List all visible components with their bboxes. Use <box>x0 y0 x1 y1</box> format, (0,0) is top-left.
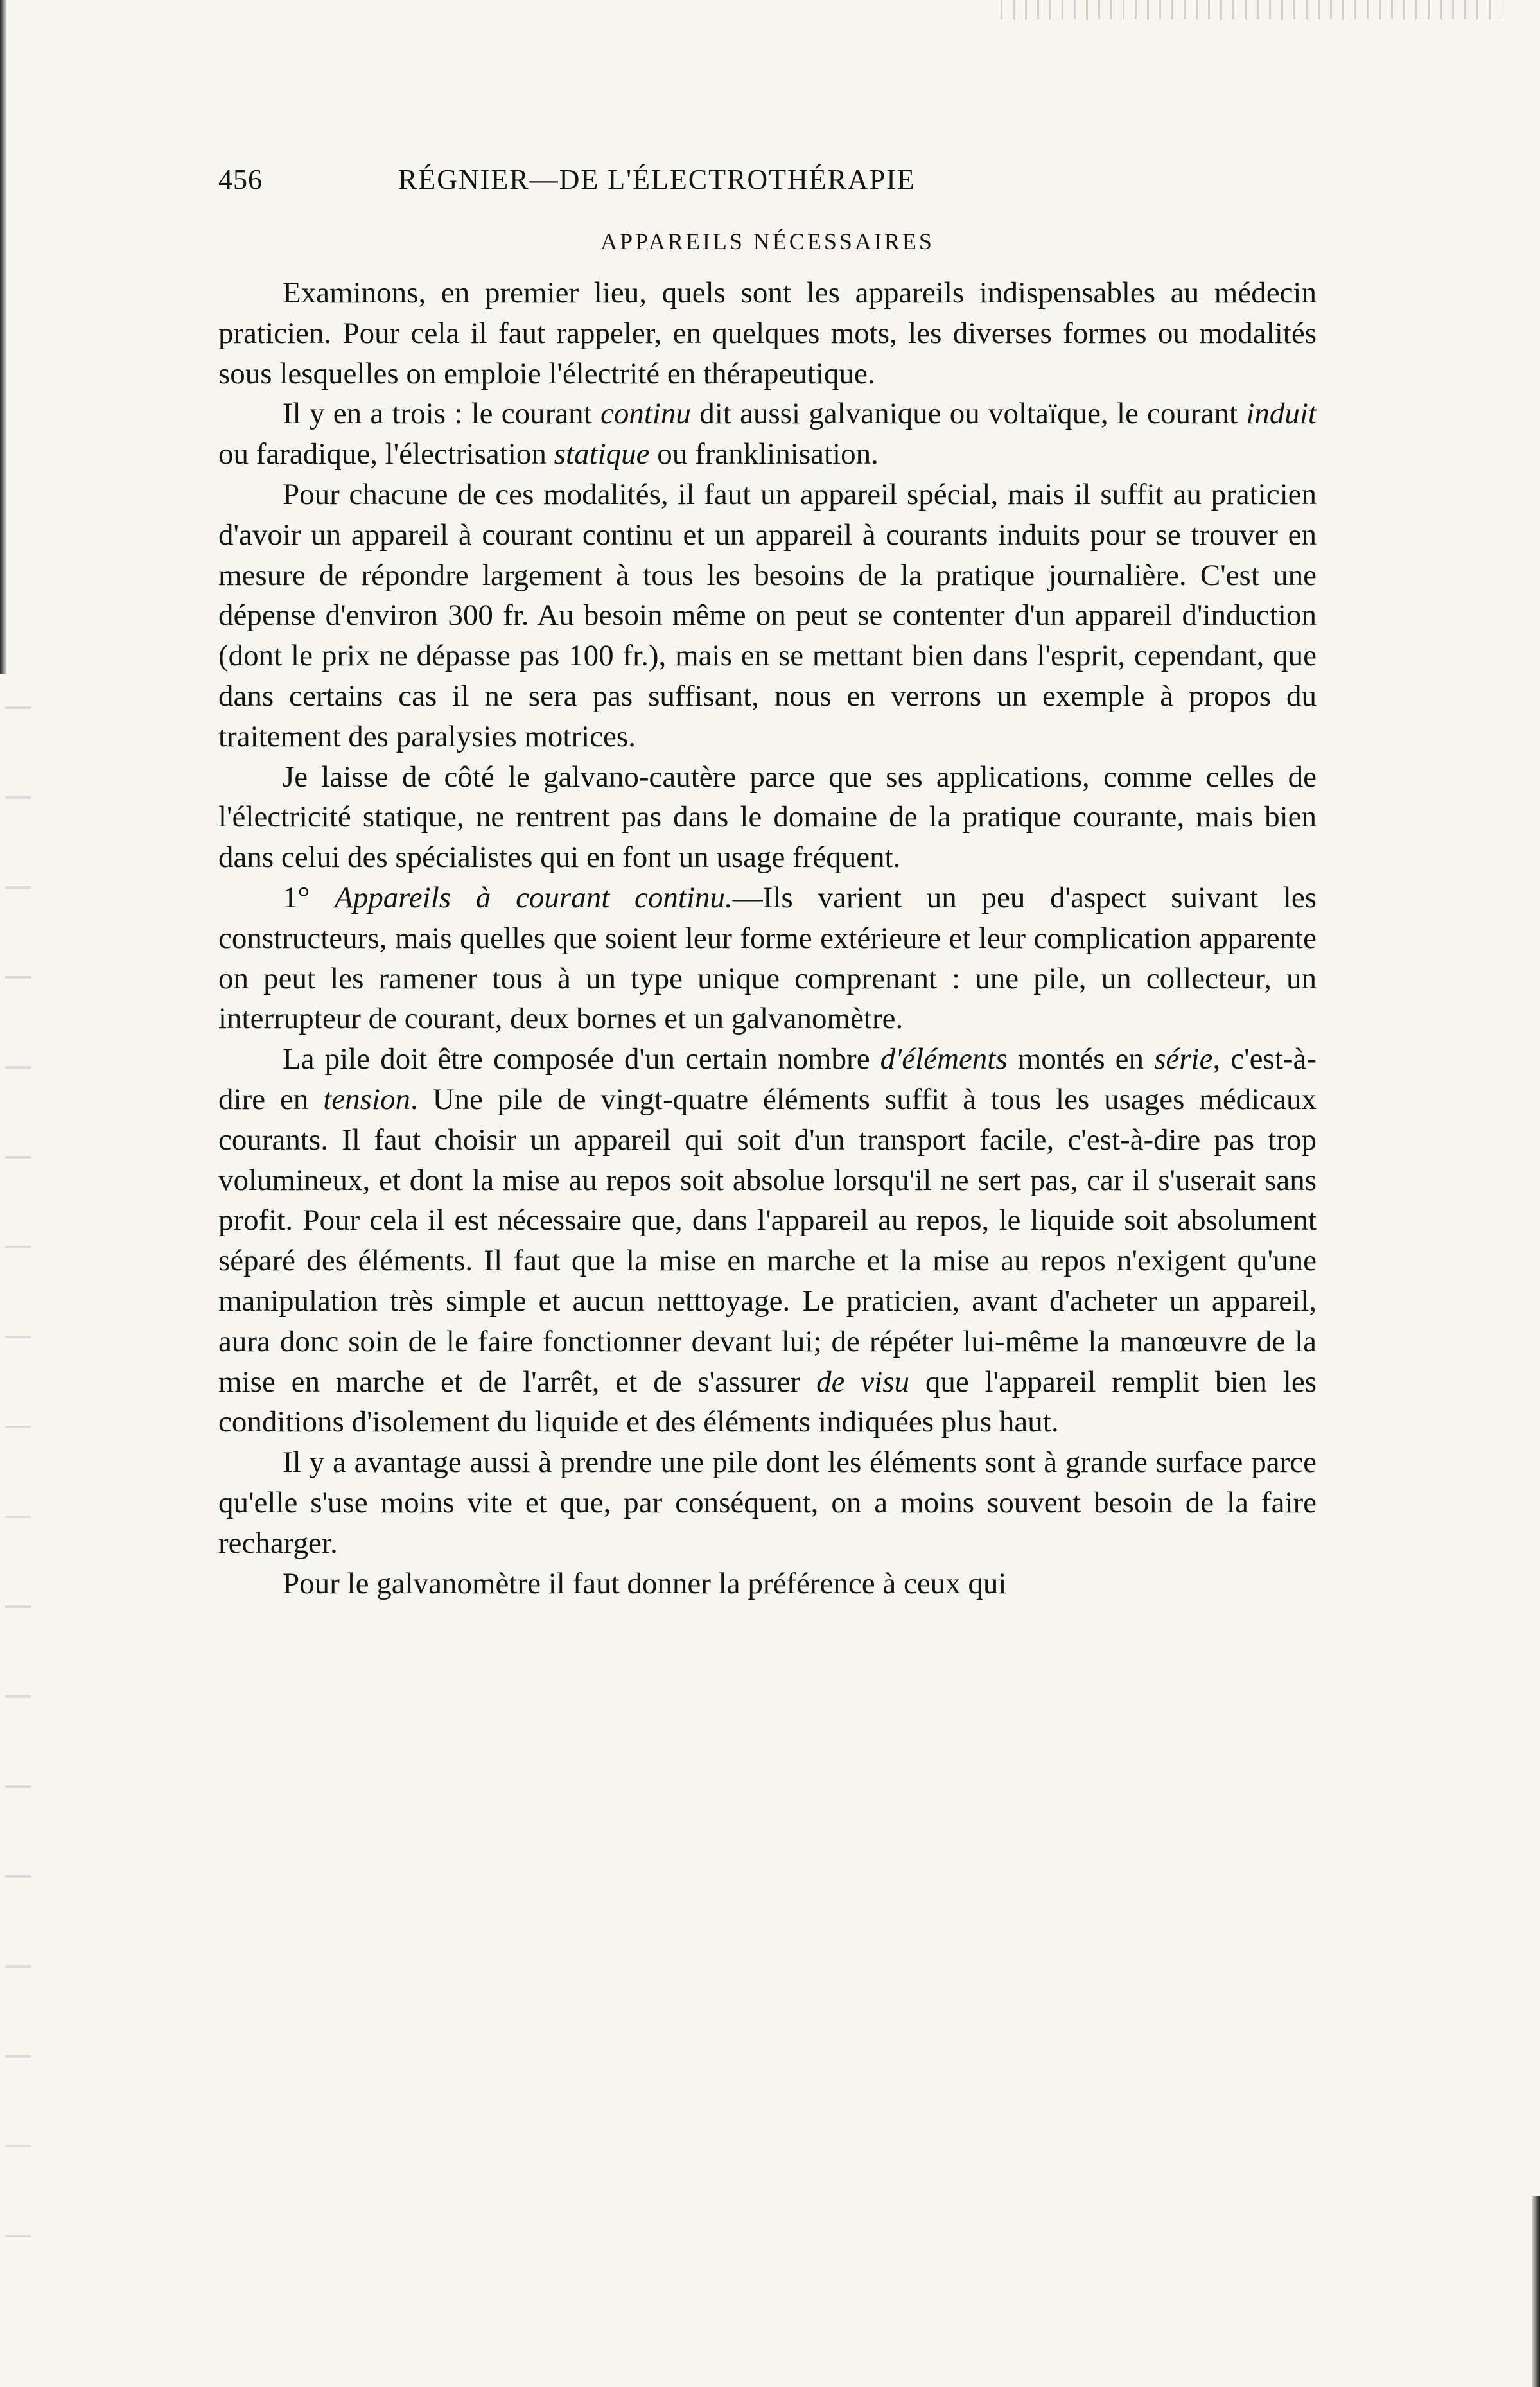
italic-text: statique <box>554 437 650 471</box>
paragraph-text: ou faradique, l'électrisation <box>218 437 554 471</box>
paragraph-text: que l'appareil remplit bien les conditions d'isolement du liquide et des éléments indiquées plus haut. <box>218 1365 1317 1439</box>
paragraph <box>218 273 1317 394</box>
paragraph-text: La pile doit être composée d'un certain nombre <box>283 1042 880 1076</box>
section-heading: APPAREILS NÉCESSAIRES <box>600 229 934 254</box>
italic-text: série <box>1154 1042 1213 1076</box>
body-text <box>218 273 1317 1604</box>
paragraph <box>218 1564 1317 1604</box>
paragraph-text: dit aussi galvanique ou voltaïque, le courant <box>690 397 1247 431</box>
paragraph-text: Pour chacune de ces modalités, il faut un appareil spécial, mais il suffit au praticien d'avoir un appareil à courant continu et un appareil à courants induits pour se trouver en mesure de répondre largement à tous les besoins de la pratique journalière. C'est une dépense d'environ 300 fr. Au besoin même on peut se contenter d'un appareil d'induction (dont le prix ne dépasse pas 100 fr.), mais en se mettant bien dans l'esprit, cependant, que dans certains cas il ne sera pas suffisant, nous en verrons un exemple à propos du traitement des paralysies motrices. <box>218 477 1317 753</box>
italic-text: de visu <box>816 1365 910 1399</box>
scan-edge-shadow-left <box>0 0 6 674</box>
scan-edge-shadow-right <box>1532 2196 1540 2387</box>
paragraph-text: montés en <box>1007 1042 1155 1076</box>
paragraph <box>218 475 1317 757</box>
italic-text: d'éléments <box>880 1042 1008 1076</box>
paragraph-text: —Ils varient un peu d'aspect suivant les constructeurs, mais quelles que soient leur forme extérieure et leur complication apparente on peut les ramener tous à un type unique comprenant : une pile, un collecteur, un interrupteur de courant, deux bornes et un galvanomètre. <box>218 880 1317 1036</box>
scan-margin-marks <box>5 706 31 2248</box>
paragraph-text: Pour le galvanomètre il faut donner la préférence à ceux qui <box>283 1566 1007 1600</box>
paragraph-text: , c'est-à-dire en <box>218 1042 1317 1116</box>
paragraph-text: 1° <box>283 880 335 914</box>
italic-text: continu <box>600 397 691 431</box>
italic-text: Appareils à courant continu. <box>335 880 733 914</box>
running-title: RÉGNIER—DE L'ÉLECTROTHÉRAPIE <box>398 164 916 195</box>
running-head <box>218 161 1317 199</box>
scan-noise-top <box>1001 0 1501 19</box>
paragraph <box>218 1442 1317 1563</box>
paragraph <box>218 878 1317 1039</box>
paragraph <box>218 757 1317 878</box>
paragraph-text: . Une pile de vingt-quatre éléments suffit à tous les usages médicaux courants. Il faut choisir un appareil qui soit d'un transport facile, c'est-à-dire pas trop volumineux, et dont la mise au repos soit absolue lorsqu'il ne sert pas, car il s'userait sans profit. Pour cela il est nécessaire que, dans l'appareil au repos, le liquide soit absolument séparé des éléments. Il faut que la mise en marche et la mise au repos n'exigent qu'une manipulation très simple et aucun netttoyage. Le praticien, avant d'acheter un appareil, aura donc soin de le faire fonctionner devant lui; de répéter lui-même la manœuvre de la mise en marche et de l'arrêt, et de s'assurer <box>218 1082 1317 1399</box>
paragraph <box>218 1039 1317 1442</box>
italic-text: tension <box>323 1082 410 1116</box>
paragraph-text: Il y en a trois : le courant <box>283 397 600 431</box>
paragraph-text: Il y a avantage aussi à prendre une pile dont les éléments sont à grande surface parce qu'elle s'use moins vite et que, par conséquent, on a moins souvent besoin de la faire recharger. <box>218 1446 1317 1560</box>
paragraph-text: Examinons, en premier lieu, quels sont les appareils indispensables au médecin praticien. Pour cela il faut rappeler, en quelques mots, les diverses formes ou modalités sous lesquelles on emploie l'électrité en thérapeutique. <box>218 276 1317 390</box>
italic-text: induit <box>1246 397 1317 431</box>
page-number: 456 <box>218 164 263 195</box>
paragraph-text: ou franklinisation. <box>649 437 879 471</box>
paragraph-text: Je laisse de côté le galvano-cautère parce que ses applications, comme celles de l'électricité statique, ne rentrent pas dans le domaine de la pratique courante, mais bien dans celui des spécialistes qui en font un usage fréquent. <box>218 760 1317 875</box>
paragraph <box>218 394 1317 475</box>
